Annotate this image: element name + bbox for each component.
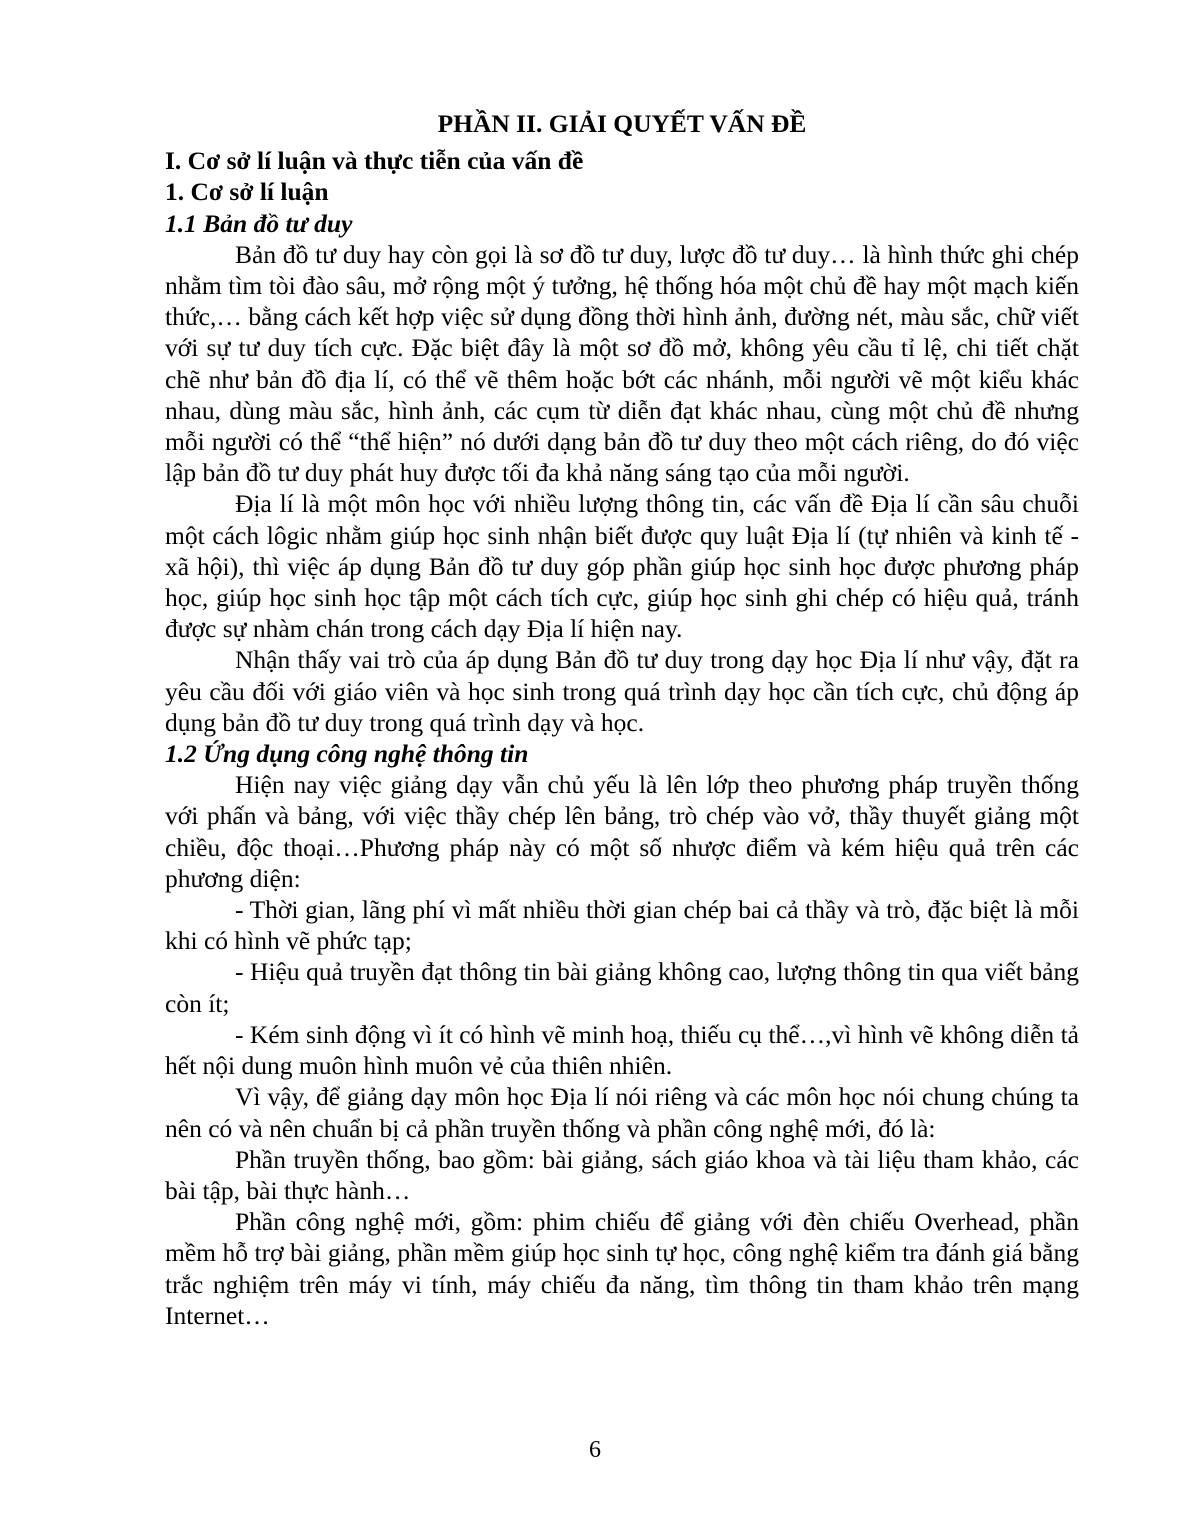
- page-number: 6: [589, 1437, 601, 1463]
- paragraph: Phần công nghệ mới, gồm: phim chiếu để giảng với đèn chiếu Overhead, phần mềm hỗ trợ bài giảng, phần mềm giúp học sinh tự học, công nghệ kiểm tra đánh giá bằng trắc nghiệm trên máy vi tính, máy chiếu đa năng, tìm thông tin tham khảo trên mạng Internet…: [165, 1207, 1079, 1330]
- bullet-item: - Kém sinh động vì ít có hình vẽ minh hoạ, thiếu cụ thể…,vì hình vẽ không diễn tả hết nội dung muôn hình muôn vẻ của thiên nhiên.: [165, 1019, 1079, 1081]
- paragraph: Hiện nay việc giảng dạy vẫn chủ yếu là lên lớp theo phương pháp truyền thống với phấn và bảng, với việc thầy chép lên bảng, trò chép vào vở, thầy thuyết giảng một chiều, độc thoại…Phương pháp này có một số nhược điểm và kém hiệu quả trên các phương diện:: [165, 770, 1079, 893]
- paragraph: Vì vậy, để giảng dạy môn học Địa lí nói riêng và các môn học nói chung chúng ta nên có và nên chuẩn bị cả phần truyền thống và phần công nghệ mới, đó là:: [165, 1082, 1079, 1143]
- section-heading: I. Cơ sở lí luận và thực tiễn của vấn đề: [165, 146, 584, 176]
- bullet-item: - Hiệu quả truyền đạt thông tin bài giảng không cao, lượng thông tin qua viết bảng còn ít;: [165, 957, 1079, 1018]
- paragraph: Phần truyền thống, bao gồm: bài giảng, sách giáo khoa và tài liệu tham khảo, các bài tập, bài thực hành…: [165, 1144, 1079, 1205]
- subsubsection-heading-it: 1.2 Ứng dụng công nghệ thông tin: [165, 739, 529, 769]
- subsubsection-heading-mind-map: 1.1 Bản đồ tư duy: [165, 208, 353, 238]
- paragraph: Địa lí là một môn học với nhiều lượng thông tin, các vấn đề Địa lí cần sâu chuỗi một cách lôgic nhằm giúp học sinh nhận biết được quy luật Địa lí (tự nhiên và kinh tế - xã hội), thì việc áp dụng Bản đồ tư duy góp phần giúp học sinh học được phương pháp học, giúp học sinh học tập một cách tích cực, giúp học sinh ghi chép có hiệu quả, tránh được sự nhàm chán trong cách dạy Địa lí hiện nay.: [165, 489, 1079, 644]
- subsection-heading: 1. Cơ sở lí luận: [165, 177, 329, 207]
- bullet-item: - Thời gian, lãng phí vì mất nhiều thời gian chép bai cả thầy và trò, đặc biệt là mỗi khi có hình vẽ phức tạp;: [165, 895, 1079, 956]
- paragraph: Bản đồ tư duy hay còn gọi là sơ đồ tư duy, lược đồ tư duy… là hình thức ghi chép nhằm tìm tòi đào sâu, mở rộng một ý tưởng, hệ thống hóa một chủ đề hay một mạch kiến thức,… bằng cách kết hợp việc sử dụng đồng thời hình ảnh, đường nét, màu sắc, chữ viết với sự tư duy tích cực. Đặc biệt đây là một sơ đồ mở, không yêu cầu tỉ lệ, chi tiết chặt chẽ như bản đồ địa lí, có thể vẽ thêm hoặc bớt các nhánh, mỗi người vẽ một kiểu khác nhau, dùng màu sắc, hình ảnh, các cụm từ diễn đạt khác nhau, cùng một chủ đề nhưng mỗi người có thể “thể hiện” nó dưới dạng bản đồ tư duy theo một cách riêng, do đó việc lập bản đồ tư duy phát huy được tối đa khả năng sáng tạo của mỗi người.: [165, 239, 1079, 488]
- paragraph: Nhận thấy vai trò của áp dụng Bản đồ tư duy trong dạy học Địa lí như vậy, đặt ra yêu cầu đối với giáo viên và học sinh trong quá trình dạy học cần tích cực, chủ động áp dụng bản đồ tư duy trong quá trình dạy và học.: [165, 645, 1079, 737]
- page-title: PHẦN II. GIẢI QUYẾT VẤN ĐỀ: [437, 109, 807, 138]
- page-content: [165, 108, 1079, 1331]
